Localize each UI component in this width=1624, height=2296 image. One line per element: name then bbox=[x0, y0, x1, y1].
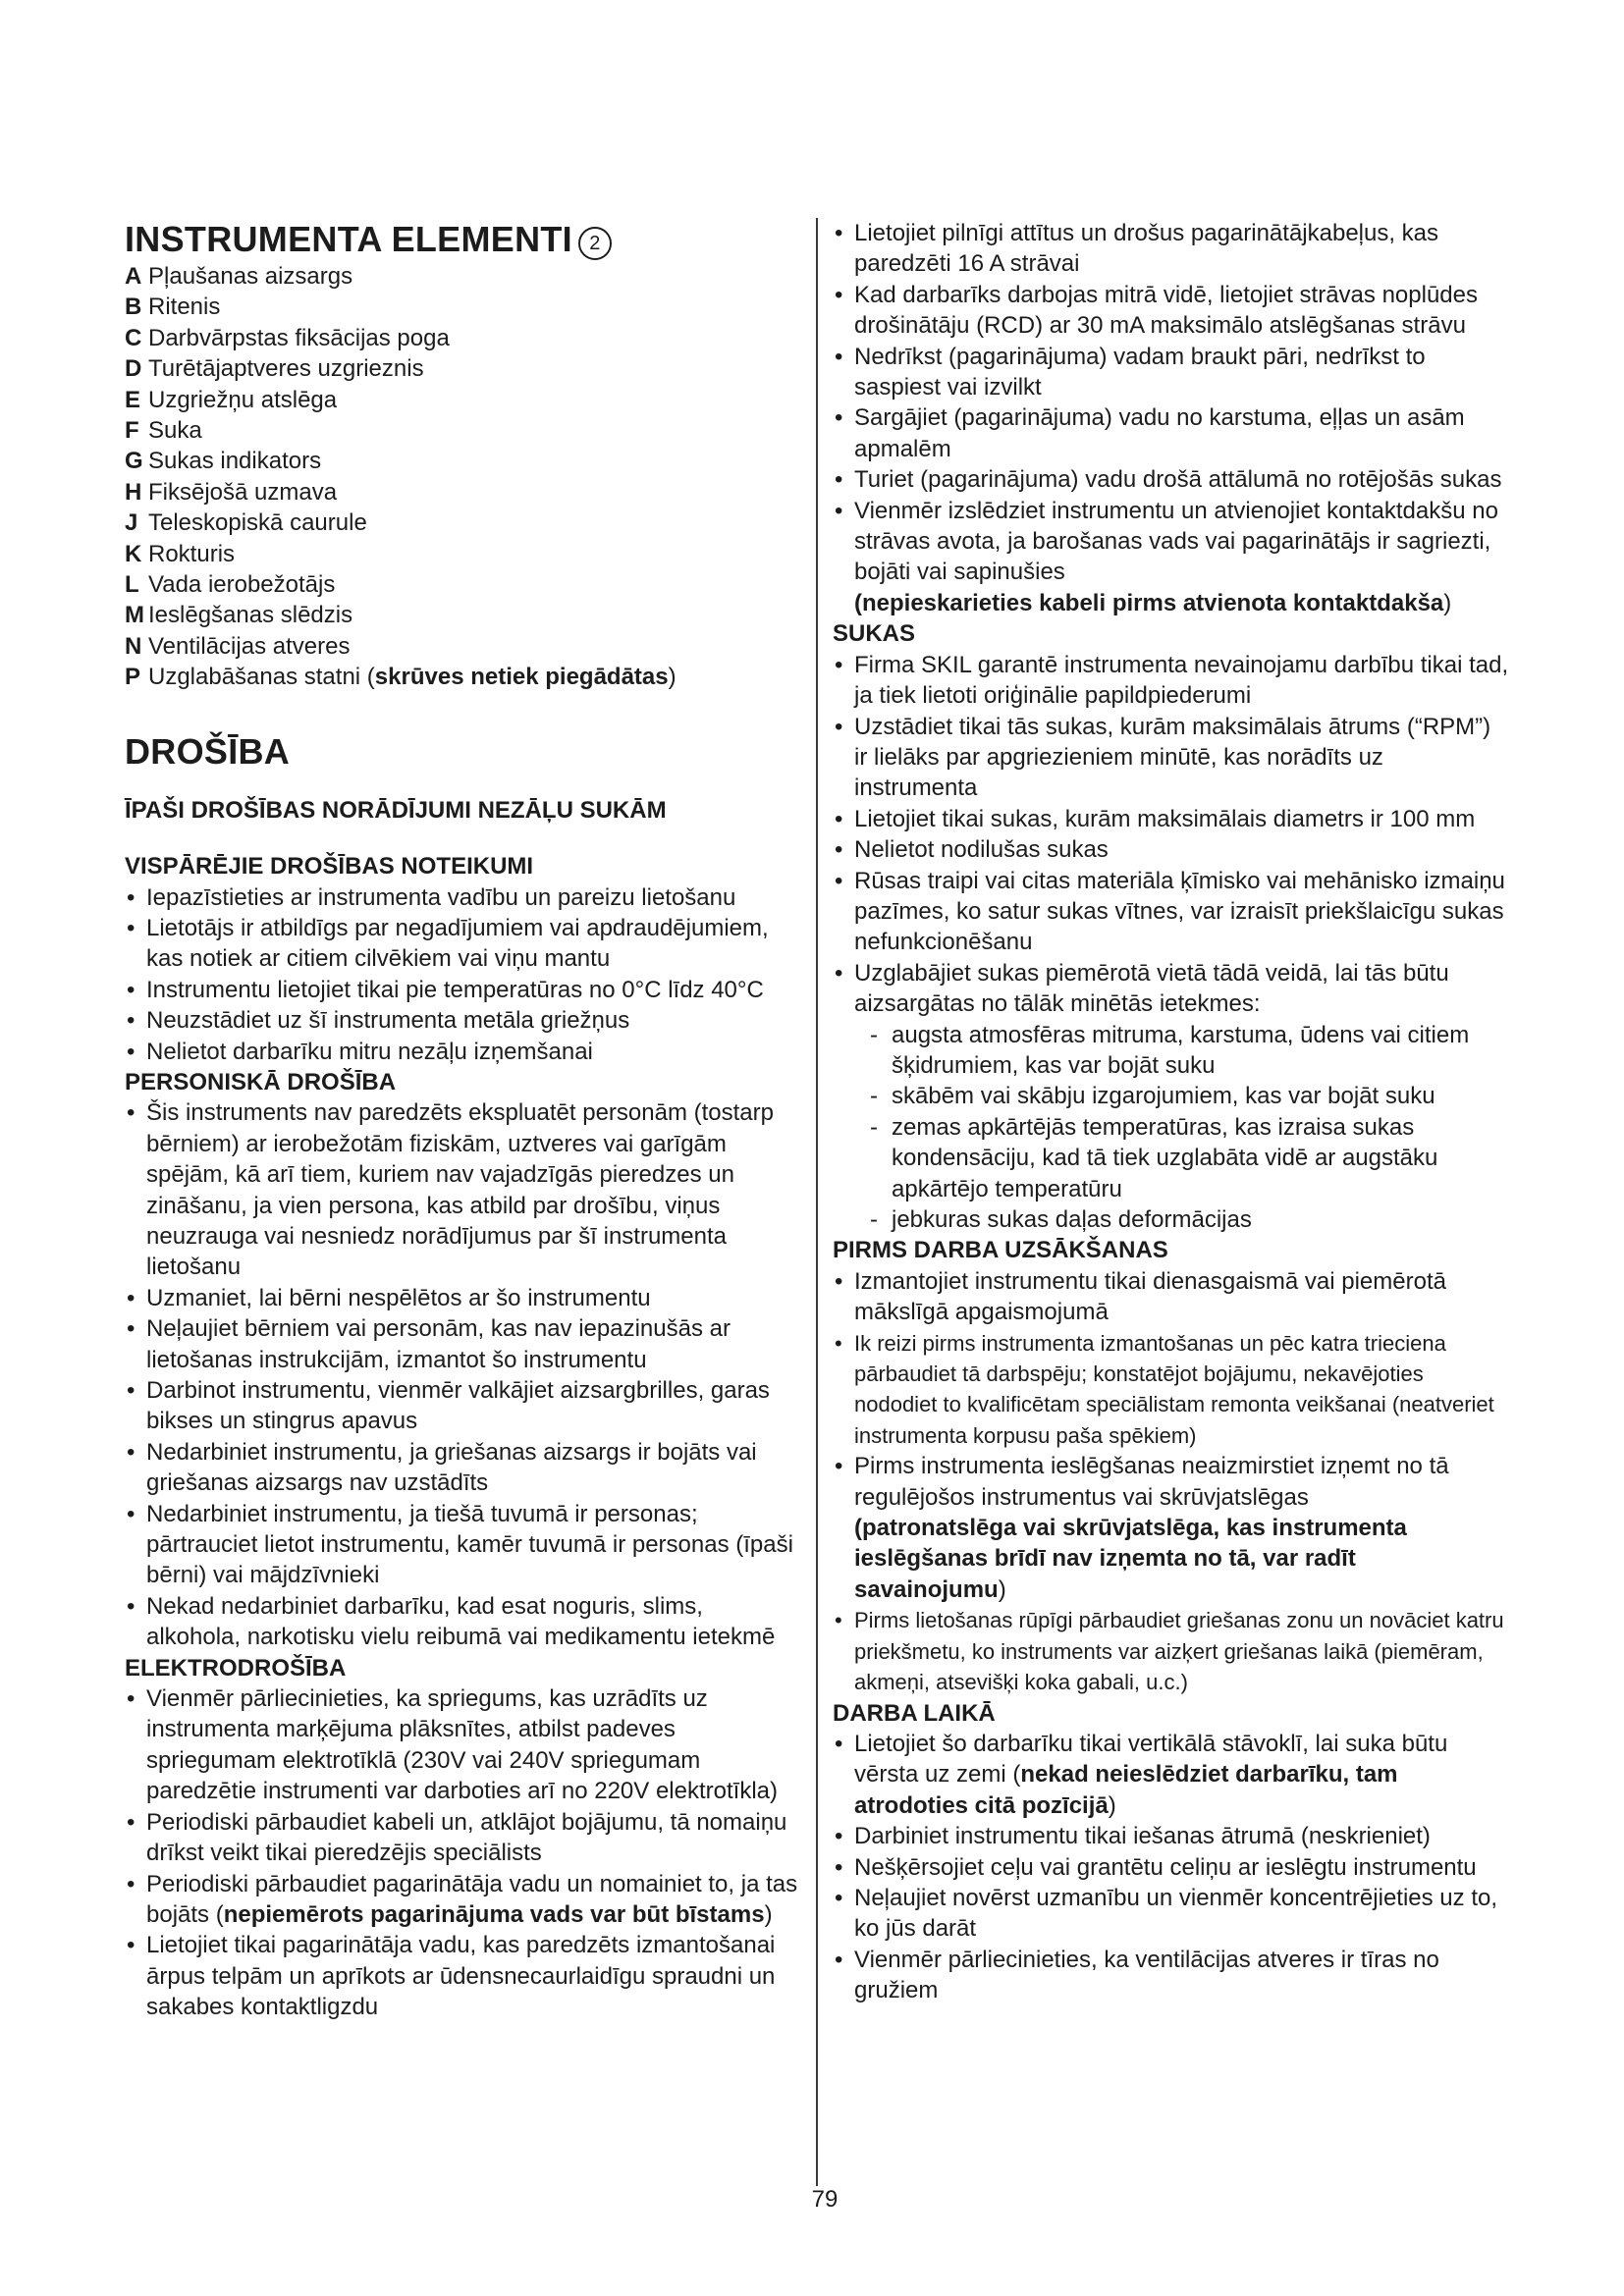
list-item bbox=[833, 1729, 1510, 1821]
list-item bbox=[125, 261, 802, 292]
list-item: - augsta atmosfēras mitruma, karstuma, ūdens vai citiem šķidrumiem, kas var bojāt suku bbox=[854, 1020, 1510, 1082]
list-item bbox=[125, 415, 802, 446]
list-item: • Periodiski pārbaudiet kabeli un, atklājot bojājumu, tā nomaiņu drīkst veikt tikai pieredzējis speciālists bbox=[125, 1807, 802, 1869]
item-text: Periodiski pārbaudiet pagarinātāja vadu un nomainiet to, ja tas bojāts ( bbox=[146, 1870, 798, 1928]
tool-elements-title: INSTRUMENTA ELEMENTI bbox=[125, 219, 572, 259]
list-item: • Nekad nedarbiniet darbarīku, kad esat noguris, slims, alkohola, narkotisku vielu reibumā vai medikamentu ietekmē bbox=[125, 1591, 802, 1653]
item-label: Teleskopiskā caurule bbox=[148, 509, 367, 537]
item-letter: E bbox=[125, 386, 141, 413]
list-item bbox=[833, 496, 1510, 619]
list-item: • Iepazīstieties ar instrumenta vadību un pareizu lietošanu bbox=[125, 882, 802, 913]
item-letter: P bbox=[125, 664, 141, 691]
left-column bbox=[125, 218, 802, 2023]
item-paren: ) bbox=[764, 1900, 773, 1928]
list-item: - zemas apkārtējās temperatūras, kas izraisa sukas kondensāciju, kad tā tiek uzglabāta vidē ar augstāku apkārtējo temperatūru bbox=[854, 1112, 1510, 1204]
list-item: • Darbinot instrumentu, vienmēr valkājiet aizsargbrilles, garas bikses un stingrus apavus bbox=[125, 1375, 802, 1437]
list-item: • Turiet (pagarinājuma) vadu drošā attālumā no rotējošās sukas bbox=[833, 464, 1510, 495]
list-item: • Vienmēr pārliecinieties, ka ventilācijas atveres ir tīras no gružiem bbox=[833, 1945, 1510, 2006]
list-item: • Lietojiet pilnīgi attītus un drošus pagarinātājkabeļus, kas paredzēti 16 A strāvai bbox=[833, 218, 1510, 280]
item-letter: A bbox=[125, 263, 142, 290]
list-item: • Nelietot nodilušas sukas bbox=[833, 834, 1510, 865]
item-letter: N bbox=[125, 632, 142, 660]
list-item: • Instrumentu lietojiet tikai pie temperatūras no 0°C līdz 40°C bbox=[125, 975, 802, 1005]
list-item: • Lietojiet tikai sukas, kurām maksimālais diametrs ir 100 mm bbox=[833, 804, 1510, 834]
item-label: Ventilācijas atveres bbox=[148, 632, 351, 660]
item-label: Vada ierobežotājs bbox=[148, 571, 336, 599]
list-item bbox=[125, 385, 802, 415]
general-safety-heading: VISPĀRĒJIE DROŠĪBAS NOTEIKUMI bbox=[125, 853, 534, 881]
item-bold-text: nepieskarieties kabeli pirms atvienota kontaktdakša bbox=[862, 589, 1444, 616]
item-bold-text: patronatslēga vai skrūvjatslēga, kas instrumenta ieslēgšanas brīdī nav izņemta no tā, var radīt savainojumu bbox=[854, 1515, 1407, 1603]
list-item: • Neuzstādiet uz šī instrumenta metāla griežņus bbox=[125, 1005, 802, 1036]
item-letter: C bbox=[125, 324, 142, 351]
electrical-safety-list-continued bbox=[833, 218, 1510, 618]
item-bold-note: skrūves netiek piegādātas bbox=[374, 664, 669, 691]
list-item bbox=[125, 477, 802, 507]
column-divider bbox=[816, 218, 818, 2186]
item-label: Darbvārpstas fiksācijas poga bbox=[148, 324, 450, 351]
item-label: Uzgriežņu atslēga bbox=[148, 386, 338, 413]
page-number: 79 bbox=[811, 2186, 839, 2213]
item-bold-text: nekad neieslēdziet darbarīku, tam atrodoties citā pozīcijā bbox=[854, 1761, 1398, 1819]
item-label: Sukas indikators bbox=[148, 448, 322, 475]
personal-safety-heading: PERSONISKĀ DROŠĪBA bbox=[125, 1068, 397, 1095]
storage-conditions-list bbox=[854, 1020, 1510, 1236]
brushes-list bbox=[833, 650, 1510, 1236]
list-item: • Kad darbarīks darbojas mitrā vidē, lietojiet strāvas noplūdes drošinātāju (RCD) ar 30 mA maksimālo atslēgšanas strāvu bbox=[833, 280, 1510, 342]
right-column bbox=[833, 218, 1510, 2006]
item-paren: ) bbox=[1108, 1791, 1116, 1819]
list-item: • Nedrīkst (pagarinājuma) vadam braukt pāri, nedrīkst to saspiest vai izvilkt bbox=[833, 342, 1510, 403]
item-text: Uzglabājiet sukas piemērotā vietā tādā veidā, lai tās būtu aizsargātas no tālāk minētās ietekmes: bbox=[854, 959, 1449, 1018]
during-work-list bbox=[833, 1729, 1510, 2006]
list-item: • Vienmēr pārliecinieties, ka spriegums, kas uzrādīts uz instrumenta marķējuma plāksnītes, atbilst padeves spriegumam elektrotīklā (230V vai 240V spriegumam paredzētie instrumenti var darboties arī no 220V elektrotīkla) bbox=[125, 1683, 802, 1807]
list-item: • Izmantojiet instrumentu tikai dienasgaismā vai piemērotā mākslīgā apgaismojumā bbox=[833, 1266, 1510, 1328]
list-item bbox=[125, 323, 802, 353]
item-bold-text: nepiemērots pagarinājuma vads var būt bīstams bbox=[223, 1900, 765, 1928]
before-work-heading: PIRMS DARBA UZSĀKŠANAS bbox=[833, 1237, 1168, 1264]
brushes-heading: SUKAS bbox=[833, 620, 916, 648]
list-item: • Firma SKIL garantē instrumenta nevainojamu darbību tikai tad, ja tiek lietoti oriģinālie papildpiederumi bbox=[833, 650, 1510, 712]
list-item bbox=[125, 292, 802, 322]
list-item: • Pirms lietošanas rūpīgi pārbaudiet griešanas zonu un novāciet katru priekšmetu, ko instruments var aizķert griešanas laikā (piemēram, akmeņi, atsevišķi koka gabali, u.c.) bbox=[833, 1605, 1510, 1697]
item-label: Suka bbox=[148, 417, 202, 445]
general-safety-list bbox=[125, 882, 802, 1067]
special-safety-subheading: ĪPAŠI DROŠĪBAS NORĀDĪJUMI NEZĀĻU SUKĀM bbox=[125, 796, 667, 824]
electrical-safety-heading: ELEKTRODROŠĪBA bbox=[125, 1654, 347, 1682]
list-item: • Darbiniet instrumentu tikai iešanas ātrumā (neskrieniet) bbox=[833, 1821, 1510, 1851]
list-item bbox=[125, 507, 802, 538]
item-paren: ) bbox=[668, 664, 677, 691]
list-item: • Nešķērsojiet ceļu vai grantētu celiņu ar ieslēgtu instrumentu bbox=[833, 1852, 1510, 1883]
list-item bbox=[125, 1869, 802, 1931]
list-item: • Šis instruments nav paredzēts ekspluatēt personām (tostarp bērniem) ar ierobežotām fiziskām, uztveres vai garīgām spējām, kā arī tiem, kuriem nav vajadzīgās pieredzes un zināšanu, ja vien persona, kas atbild par drošību, viņus neuzrauga vai nesniedz norādījumus par šī instrumenta lietošanu bbox=[125, 1097, 802, 1282]
item-letter: G bbox=[125, 448, 143, 475]
item-letter: D bbox=[125, 355, 142, 383]
item-letter: H bbox=[125, 478, 142, 506]
item-paren: ( bbox=[854, 1515, 862, 1542]
personal-safety-list bbox=[125, 1097, 802, 1652]
tool-elements-list bbox=[125, 261, 802, 693]
list-item bbox=[125, 539, 802, 569]
item-letter: J bbox=[125, 509, 138, 537]
list-item bbox=[833, 958, 1510, 1236]
list-item: • Lietotājs ir atbildīgs par negadījumiem vai apdraudējumiem, kas notiek ar citiem cilvēkiem vai viņu mantu bbox=[125, 913, 802, 975]
item-letter: M bbox=[125, 602, 144, 629]
item-text: Lietojiet šo darbarīku tikai vertikālā stāvoklī, lai suka būtu vērsta uz zemi ( bbox=[854, 1730, 1448, 1789]
figure-reference-icon: 2 bbox=[578, 227, 612, 260]
list-item bbox=[125, 569, 802, 600]
safety-heading: DROŠĪBA bbox=[125, 730, 291, 772]
list-item bbox=[125, 662, 802, 692]
item-label: Turētājaptveres uzgrieznis bbox=[148, 355, 424, 383]
item-label: Ritenis bbox=[148, 294, 221, 321]
list-item: • Neļaujiet novērst uzmanību un vienmēr koncentrējieties uz to, ko jūs darāt bbox=[833, 1883, 1510, 1945]
item-label: Ieslēgšanas slēdzis bbox=[148, 602, 353, 629]
list-item: • Nelietot darbarīku mitru nezāļu izņemšanai bbox=[125, 1037, 802, 1067]
list-item: • Ik reizi pirms instrumenta izmantošanas un pēc katra trieciena pārbaudiet tā darbspēju; konstatējot bojājumu, nekavējoties nododiet to kvalificētam speciālistam remonta veikšanai (neatveriet instrumenta korpusu paša spēkiem) bbox=[833, 1328, 1510, 1452]
list-item bbox=[833, 1451, 1510, 1605]
item-label: Pļaušanas aizsargs bbox=[148, 263, 353, 290]
list-item: - jebkuras sukas daļas deformācijas bbox=[854, 1204, 1510, 1235]
during-work-heading: DARBA LAIKĀ bbox=[833, 1699, 996, 1727]
item-text: Vienmēr izslēdziet instrumentu un atvienojiet kontaktdakšu no strāvas avota, ja barošanas vads vai pagarinātājs ir sagriezti, bojāti vai sapinušies bbox=[854, 497, 1498, 586]
item-letter: L bbox=[125, 571, 139, 599]
item-label: Rokturis bbox=[148, 540, 236, 567]
item-label: Fiksējošā uzmava bbox=[148, 478, 338, 506]
list-item: • Rūsas traipi vai citas materiāla ķīmisko vai mehānisko izmaiņu pazīmes, ko satur sukas vītnes, var izraisīt priekšlaicīgu sukas nefunkcionēšanu bbox=[833, 866, 1510, 958]
item-letter: B bbox=[125, 294, 142, 321]
list-item: • Nedarbiniet instrumentu, ja griešanas aizsargs ir bojāts vai griešanas aizsargs nav uzstādīts bbox=[125, 1437, 802, 1499]
item-label: Uzglabāšanas statni ( bbox=[148, 664, 375, 691]
list-item: - skābēm vai skābju izgarojumiem, kas var bojāt suku bbox=[854, 1081, 1510, 1111]
tool-elements-heading bbox=[125, 218, 802, 261]
electrical-safety-list bbox=[125, 1683, 802, 2022]
before-work-list bbox=[833, 1266, 1510, 1698]
list-item: • Uzmaniet, lai bērni nespēlētos ar šo instrumentu bbox=[125, 1283, 802, 1313]
item-paren: ( bbox=[854, 589, 862, 616]
list-item: • Sargājiet (pagarinājuma) vadu no karstuma, eļļas un asām apmalēm bbox=[833, 402, 1510, 464]
item-paren: ) bbox=[1443, 589, 1452, 616]
list-item bbox=[125, 600, 802, 630]
list-item: • Neļaujiet bērniem vai personām, kas nav iepazinušās ar lietošanas instrukcijām, izmantot šo instrumentu bbox=[125, 1313, 802, 1375]
item-letter: K bbox=[125, 540, 142, 567]
item-text: Pirms instrumenta ieslēgšanas neaizmirstiet izņemt no tā regulējošos instrumentus vai skrūvjatslēgas bbox=[854, 1453, 1449, 1511]
list-item bbox=[125, 631, 802, 662]
list-item bbox=[125, 446, 802, 476]
item-paren: ) bbox=[998, 1575, 1006, 1603]
list-item: • Lietojiet tikai pagarinātāja vadu, kas paredzēts izmantošanai ārpus telpām un aprīkots ar ūdensnecaurlaidīgu spraudni un sakabes kontaktligzdu bbox=[125, 1930, 802, 2022]
list-item: • Uzstādiet tikai tās sukas, kurām maksimālais ātrums (“RPM”) ir lielāks par apgriezieniem minūtē, kas norādīts uz instrumenta bbox=[833, 712, 1510, 804]
list-item bbox=[125, 353, 802, 384]
item-letter: F bbox=[125, 417, 139, 445]
list-item: • Nedarbiniet instrumentu, ja tiešā tuvumā ir personas; pārtrauciet lietot instrumentu, kamēr tuvumā ir personas (īpaši bērni) vai mājdzīvnieki bbox=[125, 1499, 802, 1591]
